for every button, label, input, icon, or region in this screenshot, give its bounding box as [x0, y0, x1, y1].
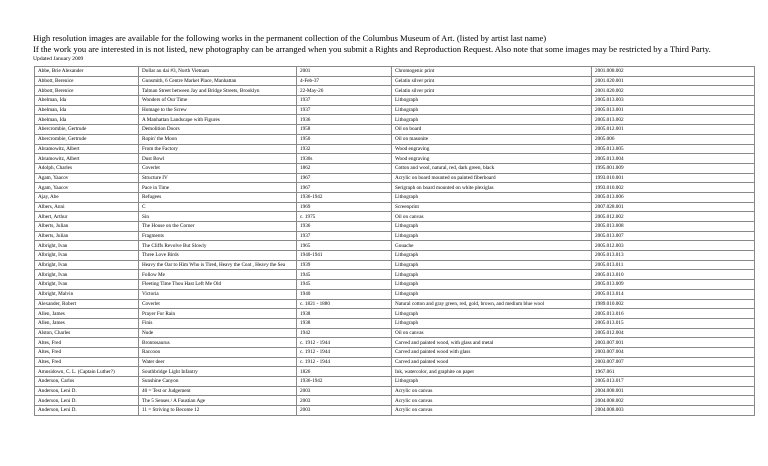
- date-cell: 1940: [297, 289, 392, 299]
- medium-cell: Carved and painted wood with glass: [392, 347, 592, 357]
- artist-cell: Altes, Fred: [35, 347, 139, 357]
- artist-cell: Agam, Yaacov: [35, 173, 139, 183]
- table-row: [35, 251, 755, 261]
- artist-cell: Albright, Ivan: [35, 270, 139, 280]
- artist-cell: Amnsidown, C. L. (Captain Luther?): [35, 367, 139, 377]
- collection-table: [34, 66, 755, 416]
- date-cell: 1938: [297, 309, 392, 319]
- title-cell: Coverlet: [139, 163, 297, 173]
- artist-cell: Alexander, Robert: [35, 299, 139, 309]
- accession-cell: 2005.013.006: [592, 192, 755, 202]
- title-cell: The 5 Senses / A Faustian Age: [139, 396, 297, 406]
- medium-cell: Gelatin silver print: [392, 86, 592, 96]
- date-cell: 1967: [297, 173, 392, 183]
- date-cell: 1938: [297, 318, 392, 328]
- artist-cell: Anderson, Leni D.: [35, 406, 139, 416]
- artist-cell: Altes, Fred: [35, 357, 139, 367]
- date-cell: 1930s: [297, 154, 392, 164]
- date-cell: 1945: [297, 270, 392, 280]
- medium-cell: Lithograph: [392, 260, 592, 270]
- medium-cell: Lithograph: [392, 309, 592, 319]
- accession-cell: 2001.020.001: [592, 76, 755, 86]
- table-row: [35, 96, 755, 106]
- medium-cell: Wood engraving: [392, 154, 592, 164]
- date-cell: 1940-1941: [297, 251, 392, 261]
- title-cell: Prayer For Rain: [139, 309, 297, 319]
- artist-cell: Alberts, Julian: [35, 231, 139, 241]
- medium-cell: Serigraph on board mounted on white plexiglas: [392, 183, 592, 193]
- medium-cell: Lithograph: [392, 115, 592, 125]
- artist-cell: Agam, Yaacov: [35, 183, 139, 193]
- accession-cell: 1989.010.002: [592, 299, 755, 309]
- table-row: [35, 328, 755, 338]
- artist-cell: Anderson, Leni D.: [35, 386, 139, 396]
- table-row: [35, 280, 755, 290]
- accession-cell: 2005.013.007: [592, 231, 755, 241]
- artist-cell: Abercrombie, Gertrude: [35, 125, 139, 135]
- table-row: [35, 318, 755, 328]
- accession-cell: 2007.028.001: [592, 202, 755, 212]
- medium-cell: Lithograph: [392, 251, 592, 261]
- title-cell: A Manhattan Landscape with Figures: [139, 115, 297, 125]
- artist-cell: Abbott, Berenice: [35, 86, 139, 96]
- table-row: [35, 377, 755, 387]
- date-cell: 1939: [297, 260, 392, 270]
- table-row: [35, 144, 755, 154]
- date-cell: 2001: [297, 67, 392, 77]
- accession-cell: 2005.006: [592, 134, 755, 144]
- table-row: [35, 86, 755, 96]
- medium-cell: Lithograph: [392, 280, 592, 290]
- table-row: [35, 202, 755, 212]
- accession-cell: 2005.013.008: [592, 222, 755, 232]
- date-cell: 4-Feb-37: [297, 76, 392, 86]
- medium-cell: Oil on masonite: [392, 134, 592, 144]
- title-cell: 11 = Striving to Become 12: [139, 406, 297, 416]
- title-cell: Follow Me: [139, 270, 297, 280]
- accession-cell: 2005.013.013: [592, 251, 755, 261]
- table-row: [35, 357, 755, 367]
- table-row: [35, 299, 755, 309]
- medium-cell: Lithograph: [392, 289, 592, 299]
- date-cell: 1937: [297, 96, 392, 106]
- accession-cell: 2004.008.003: [592, 406, 755, 416]
- date-cell: 1950: [297, 134, 392, 144]
- title-cell: Wonders of Our Time: [139, 96, 297, 106]
- date-cell: 1862: [297, 163, 392, 173]
- intro-line-1: High resolution images are available for the following works in the permanent collection of the Columbus Museum of Art. (listed by artist last name): [33, 33, 547, 43]
- table-row: [35, 115, 755, 125]
- medium-cell: Cotton and wool, natural, red, dark green, black: [392, 163, 592, 173]
- intro-line-2: If the work you are interested in is not listed, new photography can be arranged when you submit a Rights and Reproduction Request. Also note that some images may be restricted by a Third Party.: [33, 44, 711, 54]
- medium-cell: Lithograph: [392, 192, 592, 202]
- date-cell: 22-May-26: [297, 86, 392, 96]
- accession-cell: 2003.007.004: [592, 347, 755, 357]
- accession-cell: 2005.013.003: [592, 96, 755, 106]
- date-cell: 1936: [297, 222, 392, 232]
- artist-cell: Alston, Charles: [35, 328, 139, 338]
- date-cell: 1932: [297, 144, 392, 154]
- medium-cell: Oil on canvas: [392, 212, 592, 222]
- date-cell: 1958: [297, 125, 392, 135]
- title-cell: The House on the Corner: [139, 222, 297, 232]
- date-cell: 1969: [297, 202, 392, 212]
- title-cell: Talman Street between Jay and Bridge Streets, Brooklyn: [139, 86, 297, 96]
- table-row: [35, 222, 755, 232]
- accession-cell: 2005.013.009: [592, 280, 755, 290]
- title-cell: The Cliffs Revolve But Slowly: [139, 241, 297, 251]
- artist-cell: Abelman, Ida: [35, 96, 139, 106]
- title-cell: Nude: [139, 328, 297, 338]
- date-cell: c. 1975: [297, 212, 392, 222]
- title-cell: Coverlet: [139, 299, 297, 309]
- artist-cell: Albright, Ivan: [35, 260, 139, 270]
- title-cell: Heavy the Oar to Him Who is Tired, Heavy the Coat , Heavy the Sea: [139, 260, 297, 270]
- medium-cell: Acrylic on canvas: [392, 406, 592, 416]
- artist-cell: Albright, Malvin: [35, 289, 139, 299]
- title-cell: Water deer: [139, 357, 297, 367]
- accession-cell: 2005.013.011: [592, 260, 755, 270]
- medium-cell: Gouache: [392, 241, 592, 251]
- title-cell: From the Factory: [139, 144, 297, 154]
- artist-cell: Albert, Arthur: [35, 212, 139, 222]
- table-row: [35, 270, 755, 280]
- title-cell: Structure IV: [139, 173, 297, 183]
- medium-cell: Oil on canvas: [392, 328, 592, 338]
- title-cell: Raccoon: [139, 347, 297, 357]
- date-cell: 2003: [297, 406, 392, 416]
- table-row: [35, 67, 755, 77]
- table-row: [35, 183, 755, 193]
- date-cell: 1945: [297, 280, 392, 290]
- date-cell: 1965: [297, 241, 392, 251]
- title-cell: Gunsmith, 6 Centre Market Place, Manhattan: [139, 76, 297, 86]
- table-row: [35, 406, 755, 416]
- date-cell: 1936-1942: [297, 377, 392, 387]
- title-cell: C: [139, 202, 297, 212]
- medium-cell: Carved and painted wood, with glass and metal: [392, 338, 592, 348]
- table-row: [35, 396, 755, 406]
- medium-cell: Chromogenic print: [392, 67, 592, 77]
- date-cell: 1826: [297, 367, 392, 377]
- title-cell: Pace in Time: [139, 183, 297, 193]
- date-cell: 1967: [297, 183, 392, 193]
- date-cell: c. 1912 - 1944: [297, 347, 392, 357]
- updated-date: Updated January 2009: [33, 56, 84, 62]
- accession-cell: 2005.013.016: [592, 309, 755, 319]
- accession-cell: 1967.061: [592, 367, 755, 377]
- medium-cell: Oil on board: [392, 125, 592, 135]
- title-cell: Sunshine Canyon: [139, 377, 297, 387]
- table-row: [35, 192, 755, 202]
- date-cell: c. 1821 - 1880: [297, 299, 392, 309]
- medium-cell: Acrylic on board mounted on painted fiberboard: [392, 173, 592, 183]
- artist-cell: Allen, James: [35, 309, 139, 319]
- medium-cell: Carved and painted wood: [392, 357, 592, 367]
- medium-cell: Lithograph: [392, 96, 592, 106]
- collection-table-body: [35, 67, 755, 416]
- title-cell: 40 = Test or Judgement: [139, 386, 297, 396]
- accession-cell: 2005.013.010: [592, 270, 755, 280]
- artist-cell: Albright, Ivan: [35, 280, 139, 290]
- artist-cell: Altes, Fred: [35, 338, 139, 348]
- artist-cell: Abelman, Ida: [35, 115, 139, 125]
- accession-cell: 2001.008.002: [592, 67, 755, 77]
- artist-cell: Abbe, Brie Alexander: [35, 67, 139, 77]
- accession-cell: 2005.012.004: [592, 328, 755, 338]
- accession-cell: 2003.007.007: [592, 357, 755, 367]
- accession-cell: 2001.020.002: [592, 86, 755, 96]
- table-row: [35, 309, 755, 319]
- accession-cell: 2005.012.003: [592, 241, 755, 251]
- title-cell: Brontosaurus: [139, 338, 297, 348]
- accession-cell: 2005.013.005: [592, 144, 755, 154]
- table-row: [35, 347, 755, 357]
- title-cell: Sin: [139, 212, 297, 222]
- medium-cell: Acrylic on canvas: [392, 386, 592, 396]
- title-cell: Demolition Doors: [139, 125, 297, 135]
- artist-cell: Albright, Ivan: [35, 241, 139, 251]
- title-cell: Fragments: [139, 231, 297, 241]
- table-row: [35, 212, 755, 222]
- date-cell: c. 1912 - 1944: [297, 357, 392, 367]
- medium-cell: Natural cotton and gray green, red, gold, brown, and medium blue wool: [392, 299, 592, 309]
- accession-cell: 1993.010.002: [592, 183, 755, 193]
- medium-cell: Ink, watercolor, and graphite on paper: [392, 367, 592, 377]
- date-cell: 1937: [297, 231, 392, 241]
- table-row: [35, 173, 755, 183]
- title-cell: Ropin' the Moon: [139, 134, 297, 144]
- title-cell: Finis: [139, 318, 297, 328]
- artist-cell: Ajay, Abe: [35, 192, 139, 202]
- artist-cell: Abelman, Ida: [35, 105, 139, 115]
- medium-cell: Wood engraving: [392, 144, 592, 154]
- title-cell: Refugees: [139, 192, 297, 202]
- accession-cell: 2003.007.001: [592, 338, 755, 348]
- medium-cell: Lithograph: [392, 318, 592, 328]
- date-cell: 1936-1942: [297, 192, 392, 202]
- artist-cell: Alberts, Julian: [35, 222, 139, 232]
- date-cell: 2003: [297, 396, 392, 406]
- accession-cell: 2005.013.002: [592, 115, 755, 125]
- artist-cell: Abramowitz, Albert: [35, 144, 139, 154]
- medium-cell: Lithograph: [392, 377, 592, 387]
- table-row: [35, 338, 755, 348]
- medium-cell: Lithograph: [392, 231, 592, 241]
- accession-cell: 2005.013.001: [592, 105, 755, 115]
- title-cell: Homage to the Screw: [139, 105, 297, 115]
- table-row: [35, 163, 755, 173]
- accession-cell: 2005.013.004: [592, 154, 755, 164]
- table-row: [35, 289, 755, 299]
- table-row: [35, 260, 755, 270]
- date-cell: 2003: [297, 386, 392, 396]
- title-cell: Victoria: [139, 289, 297, 299]
- medium-cell: Lithograph: [392, 270, 592, 280]
- artist-cell: Abercrombie, Gertrude: [35, 134, 139, 144]
- accession-cell: 2005.013.014: [592, 289, 755, 299]
- accession-cell: 1995.001.009: [592, 163, 755, 173]
- accession-cell: 2004.008.002: [592, 396, 755, 406]
- artist-cell: Abbott, Berenice: [35, 76, 139, 86]
- medium-cell: Gelatin silver print: [392, 76, 592, 86]
- title-cell: Fleeting Time Thou Hast Left Me Old: [139, 280, 297, 290]
- medium-cell: Lithograph: [392, 105, 592, 115]
- table-row: [35, 367, 755, 377]
- accession-cell: 2005.013.017: [592, 377, 755, 387]
- table-row: [35, 231, 755, 241]
- accession-cell: 2005.013.015: [592, 318, 755, 328]
- accession-cell: 2005.012.001: [592, 125, 755, 135]
- accession-cell: 1993.010.001: [592, 173, 755, 183]
- title-cell: Dollar au dai #3, North Vietnam: [139, 67, 297, 77]
- artist-cell: Anderson, Leni D.: [35, 396, 139, 406]
- accession-cell: 2004.008.001: [592, 386, 755, 396]
- date-cell: 1937: [297, 105, 392, 115]
- date-cell: 1936: [297, 115, 392, 125]
- table-row: [35, 125, 755, 135]
- medium-cell: Screenprint: [392, 202, 592, 212]
- table-row: [35, 241, 755, 251]
- artist-cell: Abramowitz, Albert: [35, 154, 139, 164]
- accession-cell: 2005.012.002: [592, 212, 755, 222]
- date-cell: 1942: [297, 328, 392, 338]
- medium-cell: Lithograph: [392, 222, 592, 232]
- table-row: [35, 134, 755, 144]
- table-row: [35, 76, 755, 86]
- artist-cell: Adolph, Charles: [35, 163, 139, 173]
- title-cell: Southbridge Light Infantry: [139, 367, 297, 377]
- artist-cell: Anderson, Carlos: [35, 377, 139, 387]
- table-row: [35, 386, 755, 396]
- artist-cell: Allen, James: [35, 318, 139, 328]
- medium-cell: Acrylic on canvas: [392, 396, 592, 406]
- table-row: [35, 154, 755, 164]
- table-row: [35, 105, 755, 115]
- title-cell: Dust Bowl: [139, 154, 297, 164]
- document-header: [33, 33, 753, 63]
- artist-cell: Albright, Ivan: [35, 251, 139, 261]
- title-cell: Three Love Birds: [139, 251, 297, 261]
- date-cell: c. 1912 - 1944: [297, 338, 392, 348]
- artist-cell: Albers, Anni: [35, 202, 139, 212]
